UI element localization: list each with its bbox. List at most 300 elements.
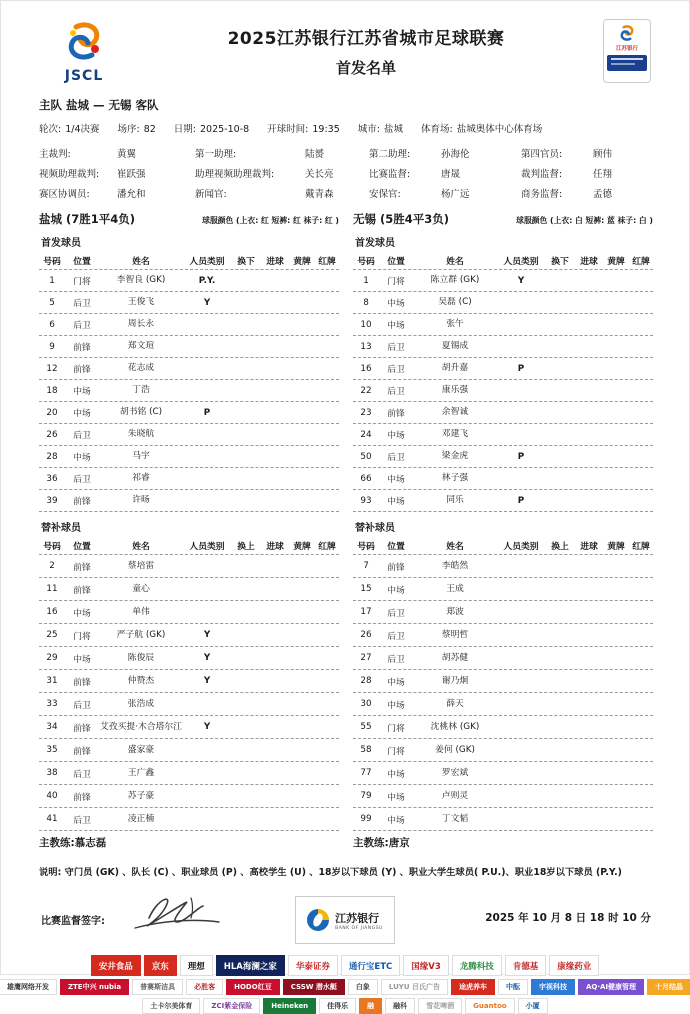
official-label: 第二助理: [369, 149, 411, 160]
away-starters-table [353, 270, 653, 512]
player-name: 梁金虎 [441, 451, 469, 461]
sponsor-logo: 融 [359, 998, 382, 1014]
home-starters-label: 首发球员 [41, 238, 81, 249]
player-name: 吴磊 (C) [438, 297, 472, 307]
bank-subtitle: BANK OF JIANGSU [335, 925, 383, 931]
player-position: 前锋 [73, 723, 91, 734]
sponsor-logo: AQ·AI健康管理 [578, 979, 644, 995]
official-label: 第一助理: [195, 149, 237, 160]
player-name: 郑文瑄 [127, 341, 155, 351]
player-name: 李智良 (GK) [116, 275, 166, 285]
column-header: 换上 [237, 542, 255, 552]
sponsor-logo: 白象 [348, 979, 378, 995]
official-name: 杨广远 [441, 189, 470, 200]
official-label: 商务监督: [521, 189, 563, 200]
player-position: 后卫 [73, 769, 91, 780]
column-header: 黄牌 [293, 542, 311, 552]
player-row [353, 446, 653, 468]
player-position: 中场 [387, 321, 405, 331]
player-name: 同乐 [446, 495, 464, 505]
player-category: Y [203, 653, 211, 663]
sponsor-logo: 龙腾科技 [452, 955, 502, 976]
player-row [353, 358, 653, 380]
column-header: 人员类别 [189, 257, 225, 267]
player-position: 后卫 [387, 631, 405, 642]
player-position: 中场 [387, 475, 405, 485]
player-number: 93 [360, 495, 372, 506]
column-header: 进球 [580, 257, 598, 267]
report-datetime: 2025 年 10 月 8 日 18 时 10 分 [485, 912, 651, 924]
home-subs-table [39, 555, 339, 831]
player-name: 姜何 (GK) [435, 744, 475, 755]
player-name: 胡升嘉 [441, 363, 469, 373]
player-name: 单伟 [132, 606, 150, 617]
home-team-header [39, 211, 339, 227]
player-number: 36 [46, 473, 58, 484]
player-number: 99 [360, 814, 372, 824]
sponsor-logo: 安井食品 [91, 955, 141, 976]
player-row [353, 270, 653, 292]
player-category: P [203, 407, 211, 418]
sponsor-logo: 通行宝ETC [341, 955, 400, 976]
official-label: 助理视频助理裁判: [195, 169, 275, 180]
player-name: 王成 [446, 583, 464, 594]
player-row [39, 402, 339, 424]
column-header: 位置 [73, 542, 91, 552]
official-name: 关长亮 [305, 169, 334, 180]
player-row [39, 292, 339, 314]
away-subs-table [353, 555, 653, 831]
match-info-label: 场序: [117, 124, 140, 135]
player-position: 后卫 [387, 387, 405, 397]
player-number: 18 [46, 385, 58, 396]
column-header: 黄牌 [607, 257, 625, 267]
sponsor-logo: 土卡尔美体育 [142, 998, 200, 1014]
player-row [39, 358, 339, 380]
match-info-pair [174, 121, 249, 135]
player-row [353, 693, 653, 716]
sponsor-row [39, 998, 651, 1014]
player-number: 77 [360, 768, 372, 778]
sponsor-logo: 宇视科技 [531, 979, 575, 995]
player-name: 郑波 [446, 606, 464, 617]
player-category: Y [517, 275, 525, 286]
sponsor-logo: Guantoo [465, 998, 514, 1014]
player-name: 丁文韬 [441, 813, 469, 824]
home-subs-label: 替补球员 [41, 523, 81, 534]
player-number: 34 [46, 722, 58, 732]
player-position: 中场 [387, 792, 405, 803]
player-number: 10 [360, 319, 372, 330]
player-row [39, 555, 339, 578]
match-info-label: 体育场: [420, 124, 453, 135]
badge-band [607, 55, 647, 71]
column-header: 位置 [387, 257, 405, 267]
column-header: 红牌 [318, 257, 336, 267]
player-position: 门将 [387, 723, 405, 734]
sponsor-logo: 中酝 [498, 979, 528, 995]
column-header: 换下 [237, 257, 255, 267]
player-name: 陈俊辰 [127, 652, 155, 663]
player-name: 余智诚 [441, 407, 469, 417]
player-name: 谢乃炯 [441, 675, 469, 686]
away-subs-columns [353, 537, 653, 555]
official-name: 潘允和 [117, 189, 146, 200]
event-badge [603, 19, 651, 83]
player-position: 门将 [387, 277, 405, 287]
player-position: 中场 [387, 585, 405, 596]
home-team-title: 盐城 (7胜1平4负) [39, 212, 136, 226]
home-starters-table [39, 270, 339, 512]
player-row [39, 424, 339, 446]
player-position: 前锋 [73, 562, 91, 573]
player-row [353, 601, 653, 624]
player-number: 5 [49, 297, 55, 308]
player-position: 后卫 [387, 343, 405, 353]
player-row [353, 380, 653, 402]
player-position: 门将 [73, 631, 91, 642]
player-category: Y [203, 676, 211, 686]
match-info-value: 盐城 [383, 124, 403, 135]
player-name: 蔡培雷 [127, 560, 155, 571]
player-category: Y [203, 722, 211, 732]
player-row [39, 601, 339, 624]
column-header: 红牌 [318, 542, 336, 552]
player-name: 林子强 [441, 473, 469, 483]
sponsor-row [6, 979, 684, 995]
officials-row [39, 183, 651, 203]
player-position: 前锋 [73, 677, 91, 688]
player-row [39, 446, 339, 468]
signature-label: 比赛监督签字: [41, 916, 105, 927]
player-name: 王广鑫 [127, 767, 155, 778]
sponsor-logo: 雪花啤酒 [418, 998, 462, 1014]
player-number: 39 [46, 495, 58, 506]
player-name: 康乐强 [441, 385, 469, 395]
league-logo [39, 19, 129, 84]
player-row [39, 693, 339, 716]
jscl-swirl-icon [62, 19, 106, 63]
official-label: 主裁判: [39, 149, 71, 160]
player-row [39, 578, 339, 601]
player-number: 7 [363, 561, 369, 571]
player-row [353, 468, 653, 490]
player-name: 仲赞杰 [127, 675, 155, 686]
player-name: 李皓然 [441, 560, 469, 571]
match-info-label: 城市: [357, 124, 380, 135]
player-row [39, 380, 339, 402]
player-number: 22 [360, 385, 372, 396]
sponsor-logo: LUYU 吕氏广告 [381, 979, 448, 995]
away-coach: 主教练:唐京 [353, 837, 410, 849]
player-category: P.Y. [198, 275, 216, 286]
player-number: 17 [360, 607, 372, 617]
player-position: 中场 [73, 387, 91, 397]
official-name: 孟德 [593, 189, 613, 200]
badge-text: 江苏银行 [615, 46, 638, 52]
player-number: 58 [360, 745, 372, 755]
player-name: 祁睿 [132, 473, 150, 483]
player-position: 中场 [387, 700, 405, 711]
player-position: 前锋 [73, 365, 91, 375]
away-starters-columns [353, 252, 653, 270]
player-name: 朱晓航 [127, 429, 155, 439]
player-number: 24 [360, 429, 372, 440]
sponsor-logo: 佳得乐 [319, 998, 356, 1014]
official-name: 顾伟 [593, 149, 613, 160]
column-header: 号码 [43, 542, 61, 552]
player-row [353, 670, 653, 693]
player-position: 中场 [387, 677, 405, 688]
sponsor-logo: 融科 [385, 998, 415, 1014]
official-label: 新闻官: [195, 189, 227, 200]
player-position: 门将 [387, 746, 405, 757]
column-header: 黄牌 [293, 257, 311, 267]
player-row [353, 716, 653, 739]
column-header: 换上 [551, 542, 569, 552]
player-name: 陈立群 (GK) [430, 275, 480, 285]
player-row [39, 785, 339, 808]
player-position: 中场 [73, 654, 91, 665]
player-position: 中场 [387, 769, 405, 780]
player-number: 6 [49, 319, 55, 330]
match-info-value: 2025-10-8 [200, 124, 250, 135]
player-name: 童心 [132, 583, 150, 594]
player-number: 16 [46, 607, 58, 617]
player-number: 55 [360, 722, 372, 732]
sponsor-logo: 雄鹰网络开发 [0, 979, 57, 995]
page-subtitle: 首发名单 [335, 59, 396, 77]
player-row [353, 490, 653, 512]
column-header: 换下 [551, 257, 569, 267]
sponsor-row [39, 955, 651, 976]
home-team-kit: 球服颜色 (上衣: 红 短裤: 红 袜子: 红 ) [202, 216, 339, 225]
player-category: Y [203, 630, 211, 640]
official-name: 戴青森 [305, 189, 334, 200]
official-label: 裁判监督: [521, 169, 563, 180]
player-name: 胡苏健 [441, 652, 469, 663]
player-number: 1 [363, 275, 369, 286]
player-row [353, 762, 653, 785]
player-number: 50 [360, 451, 372, 462]
player-row [353, 808, 653, 831]
column-header: 位置 [387, 542, 405, 552]
player-row [39, 739, 339, 762]
player-position: 门将 [73, 277, 91, 287]
player-row [353, 424, 653, 446]
sponsor-logo: ZCI紫金保险 [203, 998, 260, 1014]
player-position: 中场 [387, 431, 405, 441]
match-info-value: 19:35 [312, 124, 340, 135]
player-category: P [517, 451, 525, 462]
sponsor-logo: 十月结晶 [647, 979, 690, 995]
player-number: 79 [360, 791, 372, 801]
sponsor-strip [6, 955, 684, 1014]
official-name: 黄翼 [117, 149, 137, 160]
official-name: 唐晟 [441, 169, 461, 180]
player-name: 罗宏斌 [441, 767, 469, 778]
player-row [39, 762, 339, 785]
officials-row [39, 143, 651, 163]
match-info-label: 日期: [173, 124, 196, 135]
player-row [353, 739, 653, 762]
player-number: 28 [46, 451, 58, 462]
player-row [353, 292, 653, 314]
player-position: 前锋 [387, 409, 405, 419]
player-position: 后卫 [73, 321, 91, 331]
player-number: 33 [46, 699, 58, 709]
jscl-logo-text: JSCL [64, 67, 104, 84]
officials-grid [39, 143, 651, 203]
away-team-column [353, 211, 653, 850]
player-number: 20 [46, 407, 58, 418]
player-row [353, 402, 653, 424]
match-info-pair [421, 121, 542, 135]
player-number: 15 [360, 584, 372, 594]
player-number: 12 [46, 363, 58, 374]
match-info-label: 开球时间: [267, 124, 309, 135]
sponsor-logo: HLA海澜之家 [216, 955, 285, 976]
player-name: 张浩成 [127, 698, 155, 709]
player-name: 苏子豪 [127, 790, 155, 801]
match-info-value: 盐城奥体中心体育场 [456, 124, 543, 135]
player-number: 41 [46, 814, 58, 824]
player-name: 艾孜买提·木合塔尔江 [100, 721, 182, 732]
player-row [39, 670, 339, 693]
match-info-row [39, 121, 651, 135]
player-position: 后卫 [387, 453, 405, 463]
match-info-pair [118, 121, 156, 135]
player-number: 28 [360, 676, 372, 686]
sponsor-logo: 华泰证券 [288, 955, 338, 976]
player-category: P [517, 495, 525, 506]
official-label: 比赛监督: [369, 169, 411, 180]
player-name: 许旸 [132, 495, 150, 505]
player-position: 前锋 [73, 792, 91, 803]
player-name: 夏锡成 [441, 341, 469, 351]
player-row [353, 624, 653, 647]
column-header: 红牌 [632, 257, 650, 267]
player-category: Y [203, 297, 211, 308]
player-name: 胡书铭 (C) [119, 407, 163, 417]
player-row [353, 785, 653, 808]
player-position: 中场 [387, 497, 405, 507]
official-name: 任翔 [593, 169, 613, 180]
home-coach: 主教练:慕志磊 [39, 837, 107, 849]
bank-name: 江苏银行 [335, 911, 380, 925]
badge-swirl-icon [618, 24, 636, 42]
official-name: 陆赟 [305, 149, 325, 160]
away-team-kit: 球服颜色 (上衣: 白 短裤: 蓝 袜子: 白 ) [516, 216, 653, 225]
sponsor-logo: ZTE中兴 nubia [60, 979, 129, 995]
page-title: 2025江苏银行江苏省城市足球联赛 [227, 29, 505, 49]
sponsor-logo: 普赛斯洁具 [132, 979, 183, 995]
column-header: 位置 [73, 257, 91, 267]
player-name: 凌正楠 [127, 813, 155, 824]
column-header: 人员类别 [503, 542, 539, 552]
player-position: 中场 [73, 453, 91, 463]
column-header: 号码 [357, 257, 375, 267]
player-position: 后卫 [73, 815, 91, 826]
away-team-title: 无锡 (5胜4平3负) [353, 212, 450, 226]
sponsor-logo: 理想 [180, 955, 213, 976]
player-row [353, 314, 653, 336]
match-info-pair [358, 121, 403, 135]
player-position: 前锋 [73, 746, 91, 757]
player-position: 前锋 [73, 585, 91, 596]
official-name: 孙海伦 [441, 149, 470, 160]
column-header: 进球 [266, 257, 284, 267]
home-starters-columns [39, 252, 339, 270]
home-team-column [39, 211, 339, 850]
player-number: 25 [46, 630, 58, 640]
column-header: 黄牌 [607, 542, 625, 552]
player-number: 11 [46, 584, 58, 594]
player-number: 13 [360, 341, 372, 352]
player-position: 前锋 [73, 343, 91, 353]
match-info-value: 1/4决赛 [65, 124, 100, 135]
player-number: 27 [360, 653, 372, 663]
column-header: 进球 [266, 542, 284, 552]
column-header: 号码 [43, 257, 61, 267]
player-name: 周长永 [127, 319, 155, 329]
player-number: 30 [360, 699, 372, 709]
sponsor-logo: 小厦 [518, 998, 548, 1014]
bank-logo [295, 896, 395, 944]
player-name: 邓建飞 [441, 429, 469, 439]
teams-columns [39, 211, 651, 850]
player-name: 张午 [446, 319, 464, 329]
header [39, 11, 651, 91]
sponsor-logo: 康缘药业 [549, 955, 599, 976]
sponsor-logo: Heineken [263, 998, 316, 1014]
officials-row [39, 163, 651, 183]
player-position: 中场 [387, 815, 405, 826]
player-number: 38 [46, 768, 58, 778]
player-position: 中场 [73, 608, 91, 619]
sponsor-logo: 途虎养车 [451, 979, 495, 995]
player-number: 26 [46, 429, 58, 440]
player-position: 前锋 [387, 562, 405, 573]
player-number: 8 [363, 297, 369, 308]
player-position: 后卫 [387, 654, 405, 665]
title-block [129, 24, 603, 78]
match-info-value: 82 [143, 124, 156, 135]
player-row [353, 555, 653, 578]
player-row [39, 270, 339, 292]
away-team-header [353, 211, 653, 227]
player-number: 23 [360, 407, 372, 418]
column-header: 姓名 [446, 257, 464, 267]
away-starters-label: 首发球员 [355, 238, 395, 249]
player-row [39, 490, 339, 512]
player-row [39, 336, 339, 358]
player-number: 1 [49, 275, 55, 286]
player-position: 前锋 [73, 497, 91, 507]
player-number: 9 [49, 341, 55, 352]
player-row [353, 647, 653, 670]
player-position: 后卫 [387, 608, 405, 619]
player-number: 66 [360, 473, 372, 484]
official-name: 崔跃强 [117, 169, 146, 180]
sponsor-logo: 必胜客 [186, 979, 223, 995]
column-header: 姓名 [446, 542, 464, 552]
player-row [39, 314, 339, 336]
player-number: 26 [360, 630, 372, 640]
official-label: 赛区协调员: [39, 189, 90, 200]
lineup-sheet [1, 1, 689, 1014]
match-info-label: 轮次: [39, 124, 62, 135]
